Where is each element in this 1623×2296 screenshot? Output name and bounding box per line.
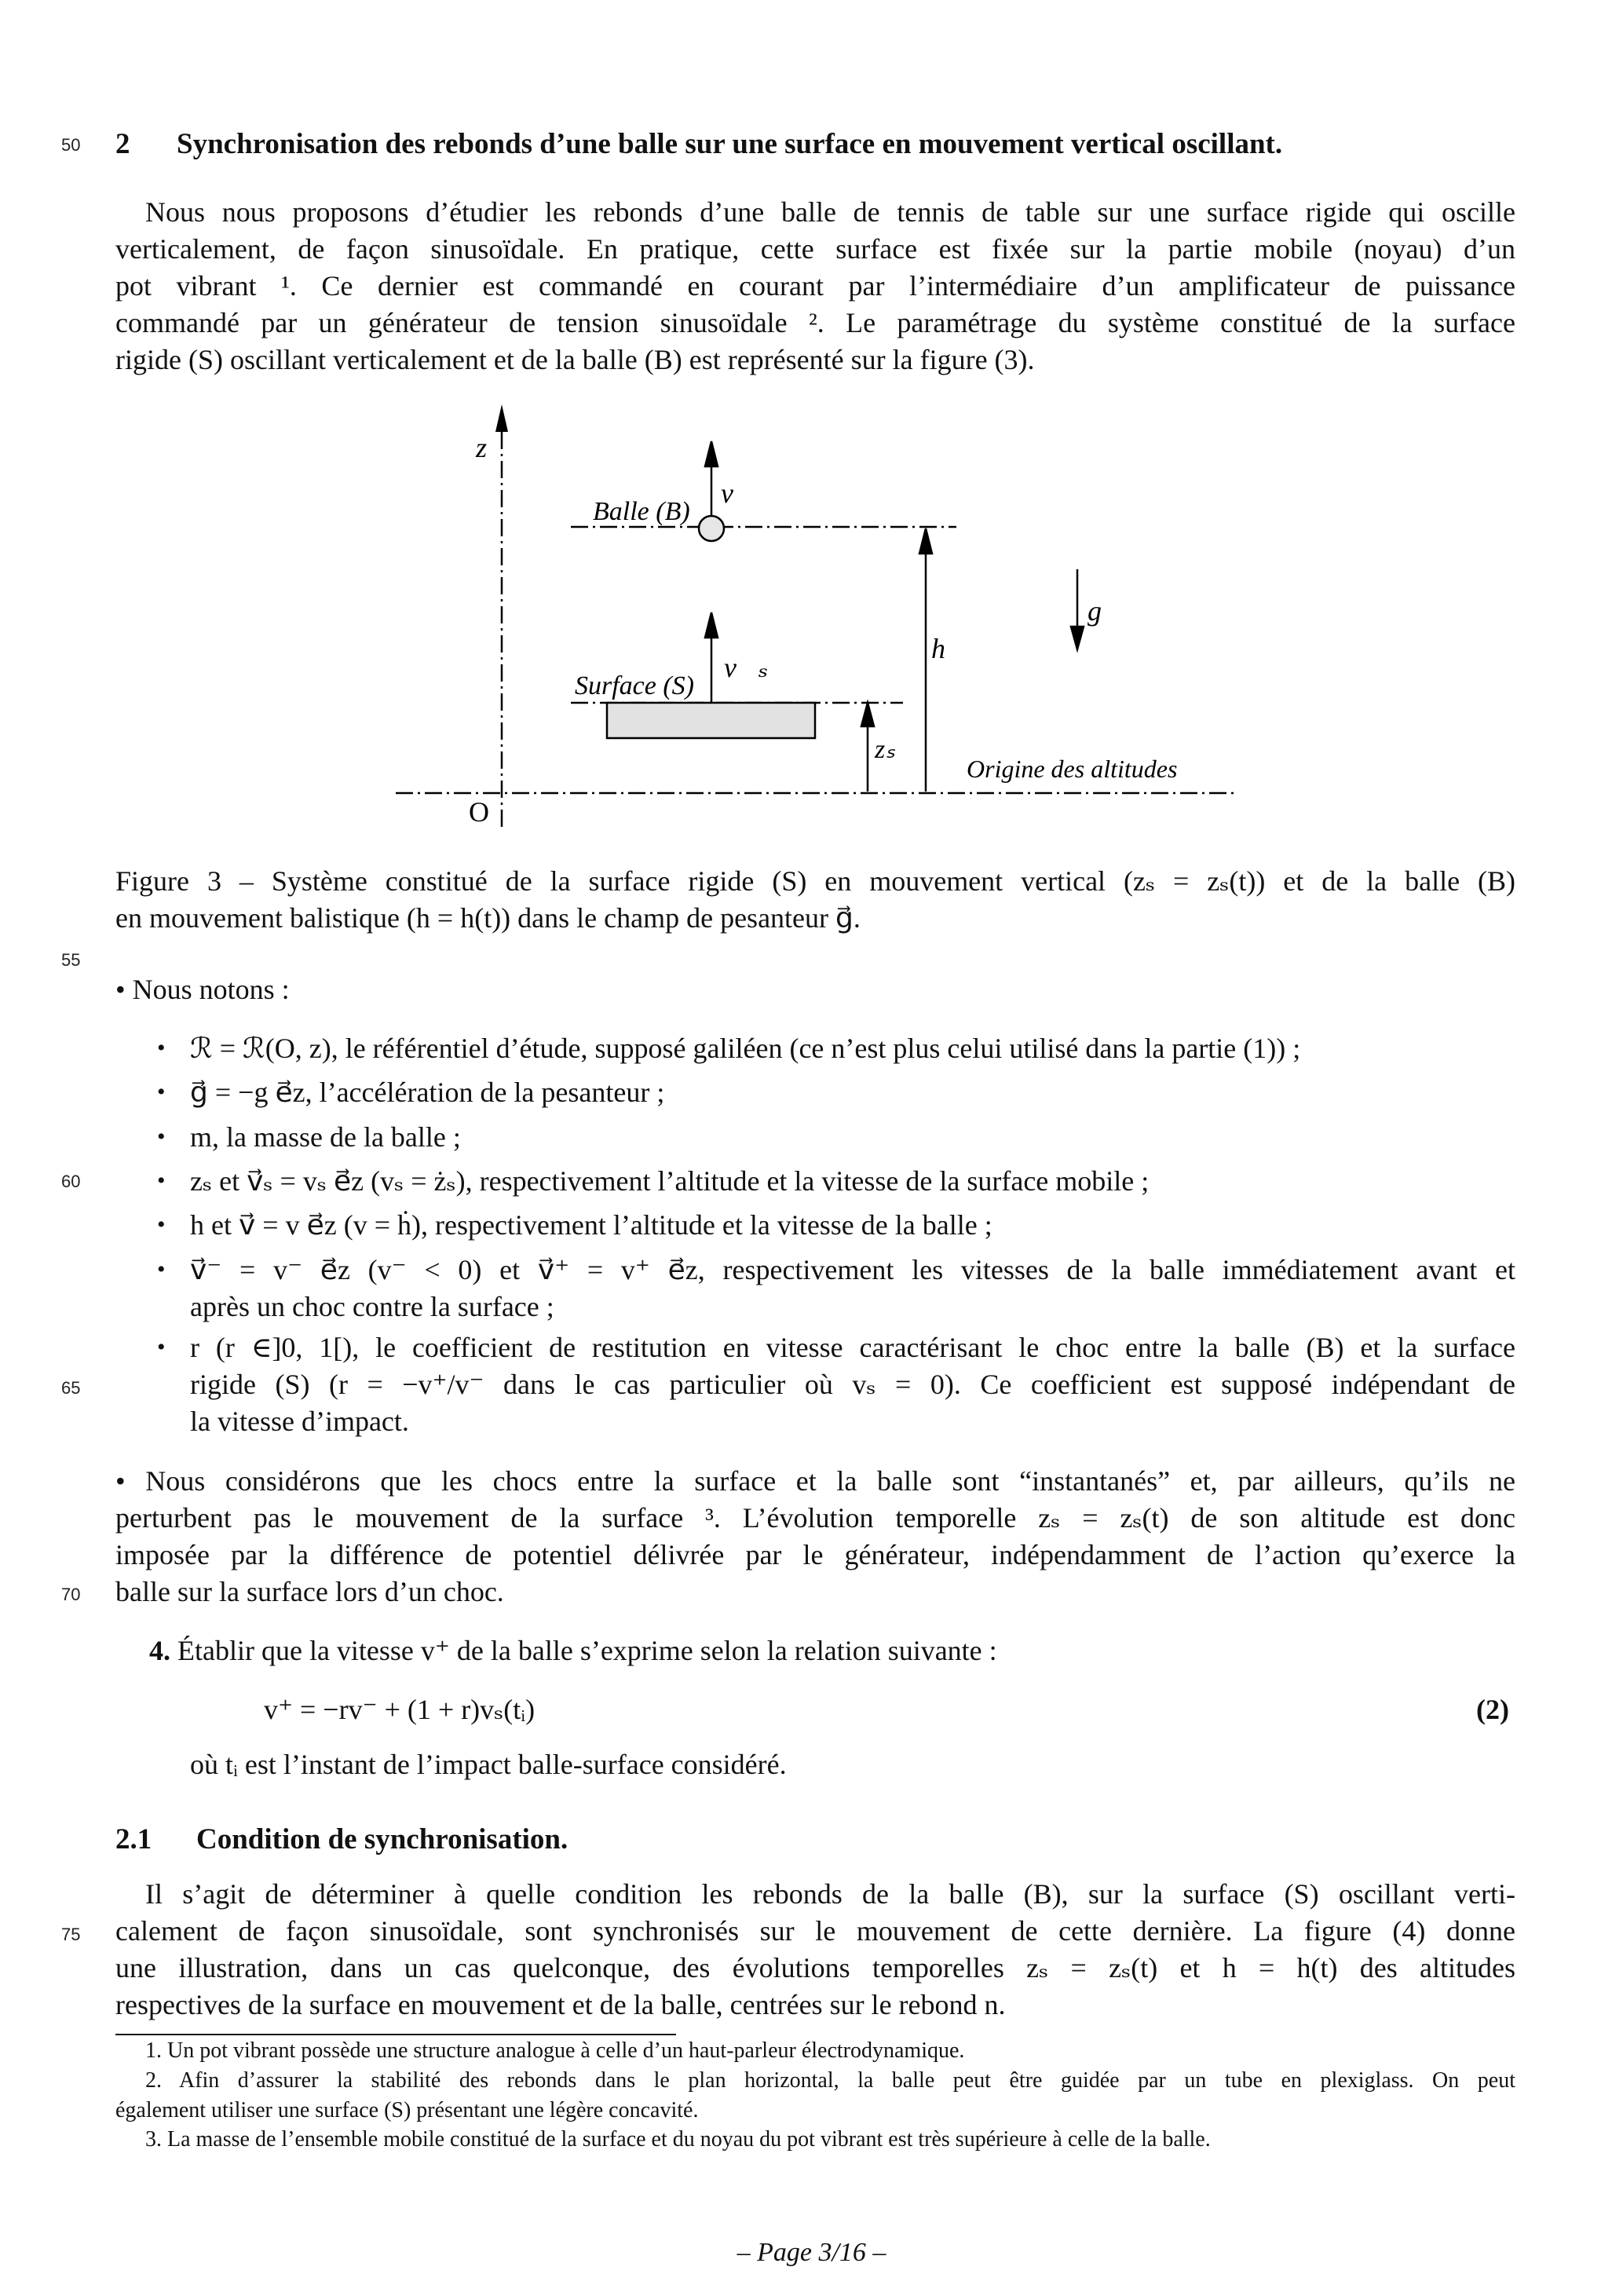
subsection-heading [115, 1823, 568, 1856]
ball [699, 516, 724, 541]
footnote: 1. Un pot vibrant possède une structure analogue à celle d’un haut-parleur électrodynamique. [145, 2038, 965, 2063]
z-axis-arrowhead [495, 404, 508, 432]
surface-label: Surface (S) [575, 671, 695, 700]
bullet: • [157, 1212, 166, 1238]
section-number: 2 [115, 128, 130, 160]
subsection-title: Condition de synchronisation. [196, 1823, 568, 1855]
subsection-number: 2.1 [115, 1823, 152, 1855]
list-item-cont: après un choc contre la surface ; [190, 1291, 554, 1322]
equation-2: v⁺ = −rv⁻ + (1 + r)vₛ(tᵢ) [264, 1694, 536, 1725]
origin-label: O [469, 796, 489, 828]
list-item: r (r ∈]0, 1[), le coefficient de restitution en vitesse caractérisant le choc entre la balle (B) et la surface [190, 1332, 1515, 1363]
list-item: m, la masse de la balle ; [190, 1121, 461, 1153]
text-line: une illustration, dans un cas quelconque, des évolutions temporelles zₛ = zₛ(t) et h = h(t) des altitudes [115, 1952, 1515, 1983]
text-line: rigide (S) oscillant verticalement et de la balle (B) est représenté sur la figure (3). [115, 344, 1035, 375]
text-line: calement de façon sinusoïdale, sont synchronisés sur le mouvement de cette dernière. La figure (4) donne [115, 1915, 1515, 1947]
line-number: 60 [61, 1172, 81, 1191]
list-item-cont: la vitesse d’impact. [190, 1406, 409, 1437]
line-number: 50 [61, 135, 81, 155]
bullet: • [157, 1035, 166, 1061]
line-number: 75 [61, 1925, 81, 1944]
notons-heading [115, 974, 1515, 1005]
g-label: g⃗ [1087, 595, 1124, 627]
list-item: ℛ = ℛ(O, z), le référentiel d’étude, supposé galiléen (ce n’est plus celui utilisé dans la partie (1)) ; [190, 1033, 1301, 1064]
bullet: • [157, 1256, 166, 1282]
notons-text: Nous notons : [132, 974, 290, 1005]
surface-plate [607, 703, 815, 738]
list-item: h et v⃗ = v e⃗z (v = ḣ), respectivement l’altitude et la vitesse de la balle ; [190, 1209, 992, 1241]
question-after: où tᵢ est l’instant de l’impact balle-surface considéré. [190, 1749, 787, 1780]
text-line: pot vibrant ¹. Ce dernier est commandé en courant par l’intermédiaire d’un amplificateur de puissance [115, 270, 1515, 302]
zs-label: zₛ [875, 735, 895, 764]
page-number: – Page 3/16 – [737, 2238, 886, 2267]
bullet: • [157, 1168, 166, 1194]
vs-label: v⃗ₛ [724, 652, 769, 683]
text-line: perturbent pas le mouvement de la surface ³. L’évolution temporelle zₛ = zₛ(t) de son altitude est donc [115, 1502, 1515, 1534]
bullet: • [157, 1334, 166, 1360]
text-line: commandé par un générateur de tension sinusoïdale ². Le paramétrage du système constitué de la surface [115, 307, 1515, 338]
caption-line: Figure 3 – Système constitué de la surface rigide (S) en mouvement vertical (zₛ = zₛ(t)) et de la balle (B) [115, 865, 1515, 897]
text-line: imposée par la différence de potentiel délivrée par le générateur, indépendamment de l’action qu’exerce la [115, 1539, 1515, 1570]
question-number: 4. [149, 1635, 170, 1666]
bullet: • [157, 1079, 166, 1105]
equation-label: (2) [1476, 1694, 1509, 1725]
footnote-rule [115, 2034, 676, 2035]
figure-3-diagram [0, 0, 1623, 864]
text-line: respectives de la surface en mouvement et de la balle, centrées sur le rebond n. [115, 1989, 1006, 2020]
list-item-cont: rigide (S) (r = −v⁺/v⁻ dans le cas particulier où vₛ = 0). Ce coefficient est supposé indépendant de [190, 1369, 1515, 1400]
line-number: 70 [61, 1585, 81, 1604]
v-label: v⃗ [721, 477, 755, 509]
bullet: • [157, 1124, 166, 1150]
h-label: h [931, 633, 945, 664]
line-number: 65 [61, 1378, 81, 1398]
text-line: verticalement, de façon sinusoïdale. En pratique, cette surface est fixée sur la partie mobile (noyau) d’un [115, 233, 1515, 265]
z-axis-label: z [476, 432, 488, 463]
list-item: g⃗ = −g e⃗z, l’accélération de la pesanteur ; [190, 1077, 665, 1108]
footnote: 2. Afin d’assurer la stabilité des rebonds dans le plan horizontal, la balle peut être guidée par un tube en plexiglass. On peut [145, 2068, 1515, 2093]
text-line: Nous nous proposons d’étudier les rebonds d’une balle de tennis de table sur une surface rigide qui oscille [145, 196, 1515, 228]
text-line: Il s’agit de déterminer à quelle condition les rebonds de la balle (B), sur la surface (S) oscillant verti- [145, 1878, 1515, 1910]
ball-label: Balle (B) [593, 497, 690, 526]
caption-line: en mouvement balistique (h = h(t)) dans le champ de pesanteur g⃗. [115, 902, 861, 934]
footnote: 3. La masse de l’ensemble mobile constitué de la surface et du noyau du pot vibrant est très supérieure à celle de la balle. [145, 2127, 1211, 2152]
line-number: 55 [61, 950, 81, 970]
list-item: v⃗⁻ = v⁻ e⃗z (v⁻ < 0) et v⃗⁺ = v⁺ e⃗z, respectivement les vitesses de la balle immédiatement avant et [190, 1254, 1515, 1285]
list-item: zₛ et v⃗ₛ = vₛ e⃗z (vₛ = żₛ), respectivement l’altitude et la vitesse de la surface mobile ; [190, 1165, 1150, 1197]
text-line: • Nous considérons que les chocs entre la surface et la balle sont “instantanés” et, par ailleurs, qu’ils ne [115, 1465, 1515, 1497]
question-text: Établir que la vitesse v⁺ de la balle s’exprime selon la relation suivante : [177, 1635, 997, 1666]
origin-altitudes-label: Origine des altitudes [967, 755, 1178, 783]
footnote-cont: également utiliser une surface (S) présentant une légère concavité. [115, 2098, 699, 2122]
text-line: balle sur la surface lors d’un choc. [115, 1576, 504, 1607]
bullet: • [115, 974, 133, 1005]
section-title: Synchronisation des rebonds d’une balle sur une surface en mouvement vertical oscillant. [177, 128, 1283, 160]
